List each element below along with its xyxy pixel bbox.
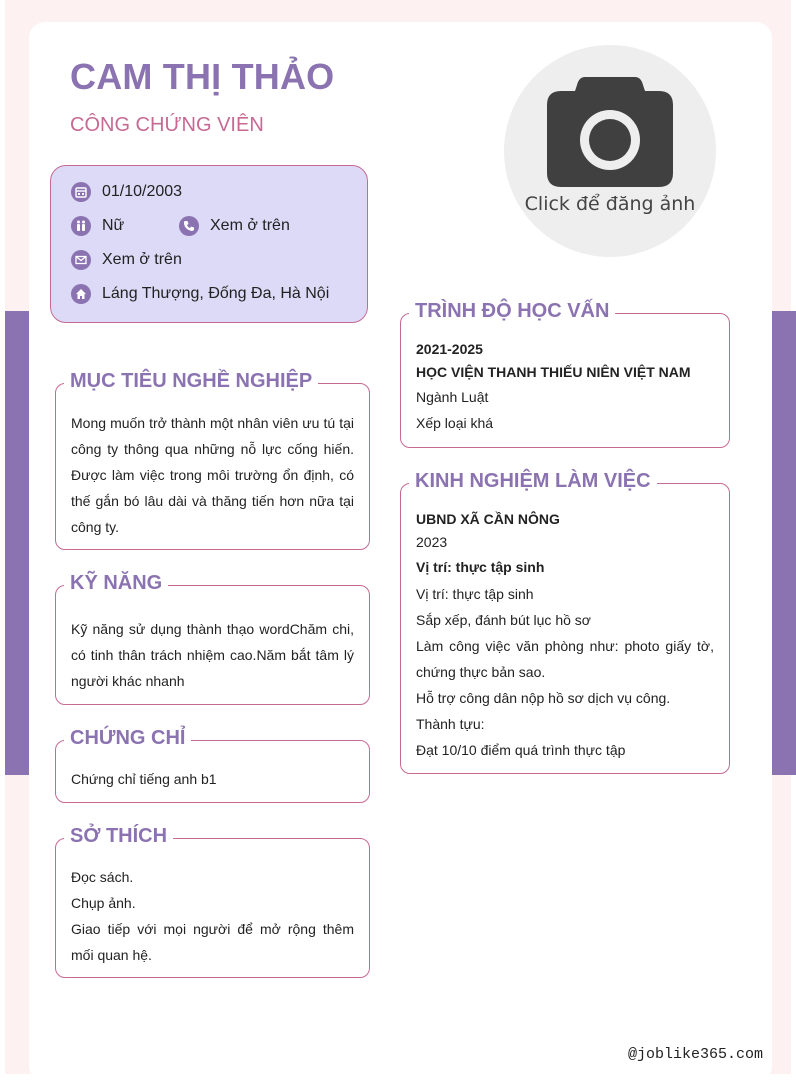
objective-text: Mong muốn trở thành một nhân viên ưu tú tại công ty thông qua những nỗ lực cống hiến. Được làm việc trong môi trường ổn định, có thế gắn bó lâu dài và thăng tiến hơn nữa tại công ty. — [71, 415, 354, 535]
hobby-item: Giao tiếp với mọi người để mở rộng thêm mối quan hệ. — [71, 921, 354, 963]
dob-row — [71, 182, 182, 202]
experience-line: Hỗ trợ công dân nộp hồ sơ dịch vụ công. — [416, 690, 671, 706]
objective-title: MỤC TIÊU NGHỀ NGHIỆP — [64, 370, 318, 393]
candidate-title: CÔNG CHỨNG VIÊN — [70, 114, 264, 136]
phone-value: Xem ở trên — [210, 217, 290, 234]
skills-section — [55, 572, 370, 705]
photo-upload[interactable] — [504, 45, 716, 257]
dob-value: 01/10/2003 — [102, 183, 183, 200]
education-body — [416, 338, 714, 436]
email-icon — [71, 250, 91, 270]
gender-row — [71, 216, 124, 236]
phone-row — [179, 216, 290, 236]
hobbies-section — [55, 825, 370, 978]
education-grade: Xếp loại khá — [416, 415, 494, 431]
experience-line: Làm công việc văn phòng như: photo giấy tờ, chứng thực bản sao. — [416, 638, 714, 680]
home-icon — [71, 284, 91, 304]
skills-text: Kỹ năng sử dụng thành thạo wordChăm chi, có tinh thân trách nhiệm cao.Năm bắt tâm lý người khác nhanh — [71, 621, 354, 689]
experience-line: Đạt 10/10 điểm quá trình thực tập — [416, 742, 626, 758]
left-accent-band — [5, 311, 29, 775]
experience-body — [416, 508, 714, 763]
education-school: HỌC VIỆN THANH THIẾU NIÊN VIỆT NAM — [416, 364, 691, 380]
hobby-item: Chụp ảnh. — [71, 895, 136, 911]
hobby-item: Đọc sách. — [71, 869, 134, 885]
certificates-title: CHỨNG CHỈ — [64, 727, 191, 750]
hobbies-list — [71, 864, 354, 968]
contact-info-box — [50, 165, 368, 323]
experience-year: 2023 — [416, 534, 448, 550]
gender-value: Nữ — [102, 217, 125, 234]
education-section — [400, 300, 730, 448]
experience-position: Vị trí: thực tập sinh — [416, 559, 545, 575]
skills-title: KỸ NĂNG — [64, 572, 168, 595]
experience-details — [416, 581, 714, 763]
education-period: 2021-2025 — [416, 341, 483, 357]
objective-section — [55, 370, 370, 550]
certificates-section — [55, 727, 370, 803]
experience-title: KINH NGHIỆM LÀM VIỆC — [409, 470, 657, 493]
phone-icon — [179, 216, 199, 236]
address-row — [71, 284, 329, 304]
camera-icon — [547, 77, 673, 187]
experience-line: Sắp xếp, đánh bút lục hồ sơ — [416, 612, 591, 628]
experience-line: Vị trí: thực tập sinh — [416, 586, 534, 602]
calendar-icon — [71, 182, 91, 202]
education-major: Ngành Luật — [416, 389, 489, 405]
hobbies-title: SỞ THÍCH — [64, 825, 173, 848]
candidate-name: CAM THỊ THẢO — [70, 56, 335, 97]
gender-icon — [71, 216, 91, 236]
education-title: TRÌNH ĐỘ HỌC VẤN — [409, 300, 615, 323]
email-row — [71, 250, 182, 270]
email-value: Xem ở trên — [102, 251, 182, 268]
certificates-text: Chứng chỉ tiếng anh b1 — [71, 771, 217, 787]
experience-company: UBND XÃ CẦN NÔNG — [416, 511, 560, 527]
experience-section — [400, 470, 730, 774]
address-value: Láng Thượng, Đống Đa, Hà Nội — [102, 285, 330, 302]
right-accent-band — [772, 311, 796, 775]
photo-upload-label: Click để đăng ảnh — [524, 193, 696, 215]
experience-line: Thành tựu: — [416, 716, 485, 732]
site-watermark: @joblike365.com — [628, 1046, 764, 1063]
